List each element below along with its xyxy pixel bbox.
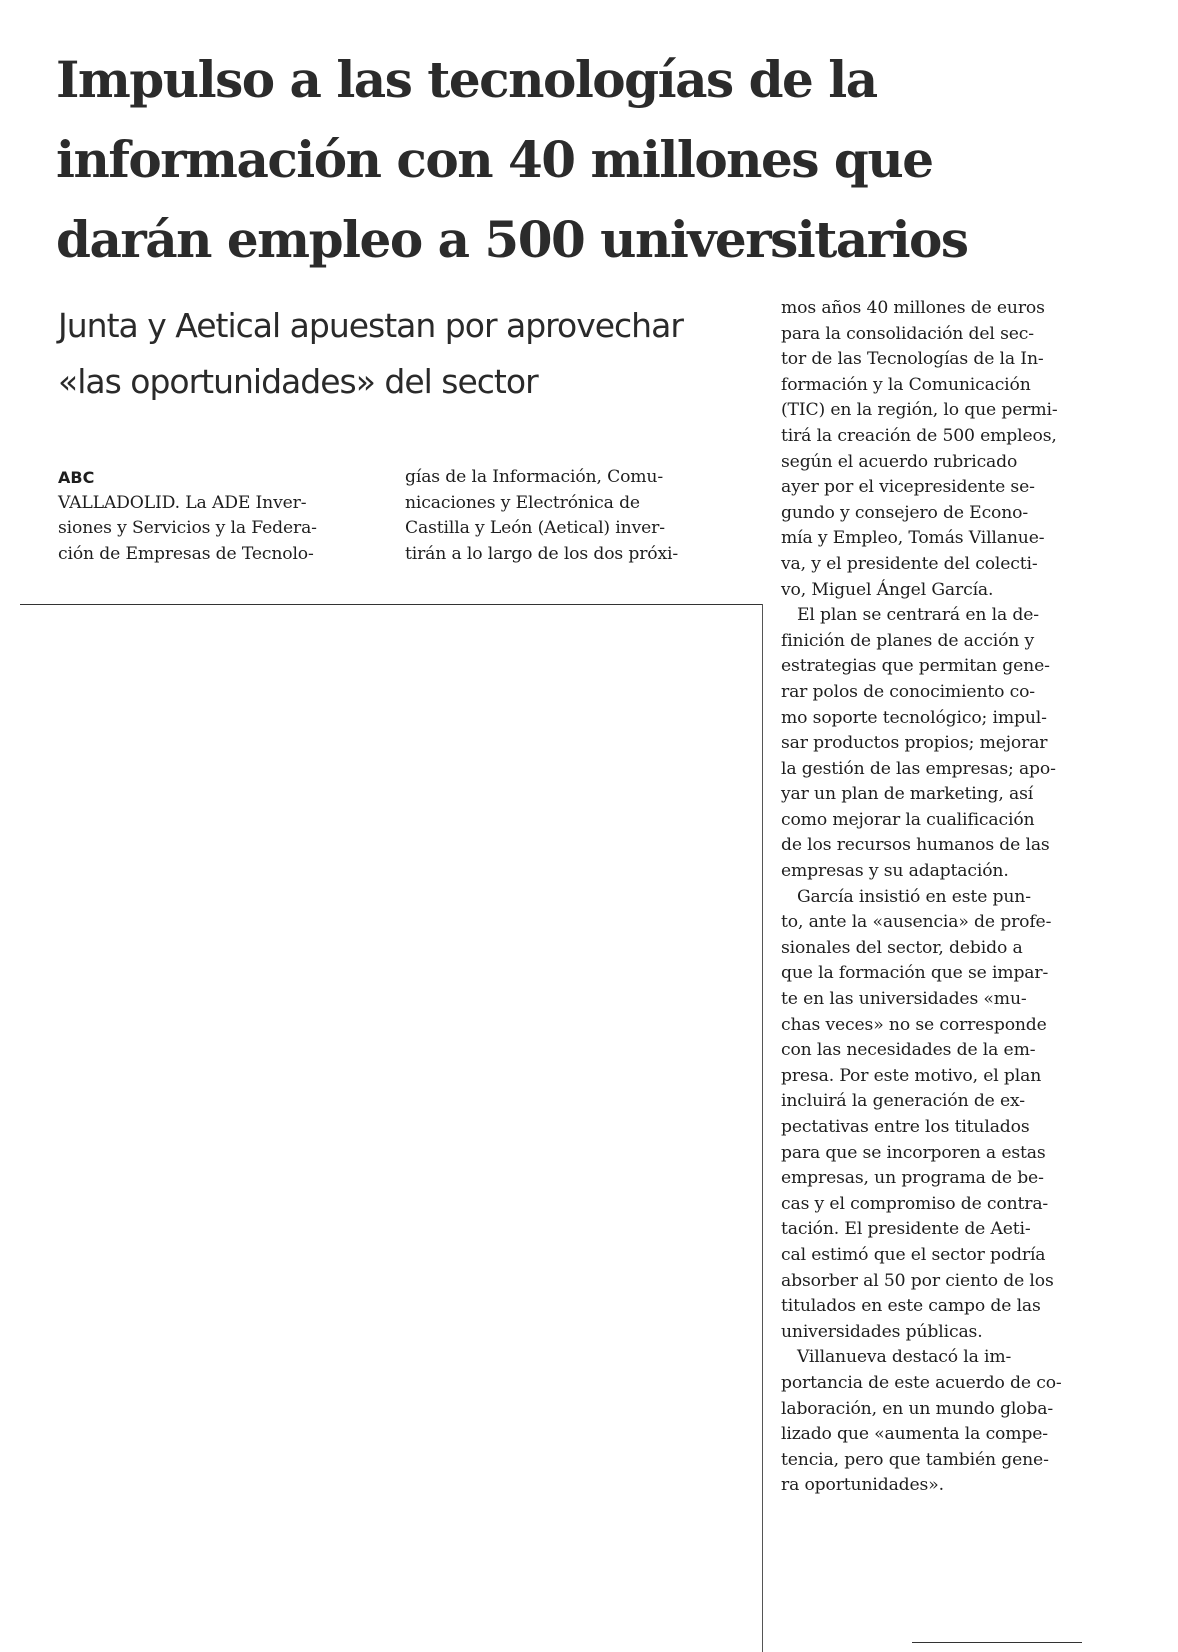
- text-line: ra oportunidades».: [781, 1475, 944, 1496]
- text-line: El plan se centrará en la de-: [781, 605, 1039, 626]
- text-line: yar un plan de marketing, así: [781, 784, 1034, 805]
- text-line: mía y Empleo, Tomás Villanue-: [781, 528, 1045, 549]
- article-column-3: [781, 296, 1062, 1499]
- text-line: empresas, un programa de be-: [781, 1168, 1044, 1189]
- text-line: VALLADOLID. La ADE Inver-: [58, 492, 307, 513]
- text-line: gías de la Información, Comu-: [405, 467, 663, 487]
- text-line: Castilla y León (Aetical) inver-: [405, 518, 665, 539]
- text-line: para la consolidación del sec-: [781, 323, 1034, 344]
- text-line: tencia, pero que también gene-: [781, 1449, 1049, 1470]
- text-line: gundo y consejero de Econo-: [781, 502, 1029, 523]
- article-column-2: [405, 465, 678, 567]
- text-line: lizado que «aumenta la compe-: [781, 1424, 1048, 1445]
- text-line: como mejorar la cualificación: [781, 809, 1035, 830]
- text-line: Villanueva destacó la im-: [781, 1347, 1012, 1368]
- text-line: siones y Servicios y la Federa-: [58, 518, 317, 539]
- text-line: sionales del sector, debido a: [781, 937, 1023, 958]
- text-line: vo, Miguel Ángel García.: [781, 579, 994, 600]
- text-line: tor de las Tecnologías de la In-: [781, 349, 1044, 370]
- text-line: que la formación que se impar-: [781, 963, 1049, 984]
- article-column-1: [58, 465, 317, 567]
- text-line: según el acuerdo rubricado: [781, 451, 1018, 472]
- text-line: García insistió en este pun-: [781, 886, 1031, 907]
- text-line: incluirá la generación de ex-: [781, 1091, 1025, 1112]
- horizontal-rule: [20, 604, 762, 605]
- byline: ABC: [58, 468, 95, 487]
- text-line: estrategias que permitan gene-: [781, 656, 1050, 677]
- text-line: pectativas entre los titulados: [781, 1117, 1030, 1137]
- text-line: de los recursos humanos de las: [781, 835, 1050, 856]
- subheadline: [58, 298, 738, 410]
- text-line: titulados en este campo de las: [781, 1296, 1041, 1317]
- text-line: ción de Empresas de Tecnolo-: [58, 543, 314, 564]
- subheadline-line: «las oportunidades» del sector: [58, 362, 538, 401]
- text-line: nicaciones y Electrónica de: [405, 492, 640, 513]
- text-line: cal estimó que el sector podría: [781, 1244, 1046, 1265]
- column-divider: [762, 604, 763, 1652]
- text-line: to, ante la «ausencia» de profe-: [781, 912, 1052, 933]
- text-line: ayer por el vicepresidente se-: [781, 477, 1035, 498]
- text-line: la gestión de las empresas; apo-: [781, 758, 1056, 779]
- text-line: con las necesidades de la em-: [781, 1040, 1036, 1061]
- subheadline-line: Junta y Aetical apuestan por aprovechar: [58, 306, 683, 345]
- text-line: cas y el compromiso de contra-: [781, 1193, 1049, 1214]
- text-line: portancia de este acuerdo de co-: [781, 1372, 1062, 1393]
- text-line: tirá la creación de 500 empleos,: [781, 425, 1057, 446]
- text-line: tirán a lo largo de los dos próxi-: [405, 543, 679, 564]
- text-line: universidades públicas.: [781, 1321, 983, 1342]
- text-line: te en las universidades «mu-: [781, 989, 1027, 1010]
- text-line: va, y el presidente del colecti-: [781, 553, 1038, 574]
- headline-line: Impulso a las tecnologías de la: [56, 50, 877, 109]
- text-line: rar polos de conocimiento co-: [781, 681, 1035, 702]
- headline-line: información con 40 millones que: [56, 130, 933, 189]
- text-line: tación. El presidente de Aeti-: [781, 1219, 1031, 1240]
- footer-rule: [912, 1642, 1082, 1643]
- text-line: chas veces» no se corresponde: [781, 1014, 1047, 1035]
- text-line: sar productos propios; mejorar: [781, 733, 1048, 754]
- text-line: presa. Por este motivo, el plan: [781, 1065, 1042, 1086]
- headline-line: darán empleo a 500 universitarios: [56, 210, 968, 269]
- text-line: formación y la Comunicación: [781, 374, 1031, 395]
- text-line: laboración, en un mundo globa-: [781, 1398, 1053, 1419]
- text-line: mo soporte tecnológico; impul-: [781, 707, 1047, 728]
- headline: [56, 40, 1156, 280]
- text-line: empresas y su adaptación.: [781, 861, 1009, 882]
- text-line: (TIC) en la región, lo que permi-: [781, 400, 1058, 421]
- text-line: absorber al 50 por ciento de los: [781, 1270, 1054, 1291]
- text-line: finición de planes de acción y: [781, 630, 1035, 651]
- text-line: para que se incorporen a estas: [781, 1142, 1046, 1163]
- text-line: mos años 40 millones de euros: [781, 298, 1045, 318]
